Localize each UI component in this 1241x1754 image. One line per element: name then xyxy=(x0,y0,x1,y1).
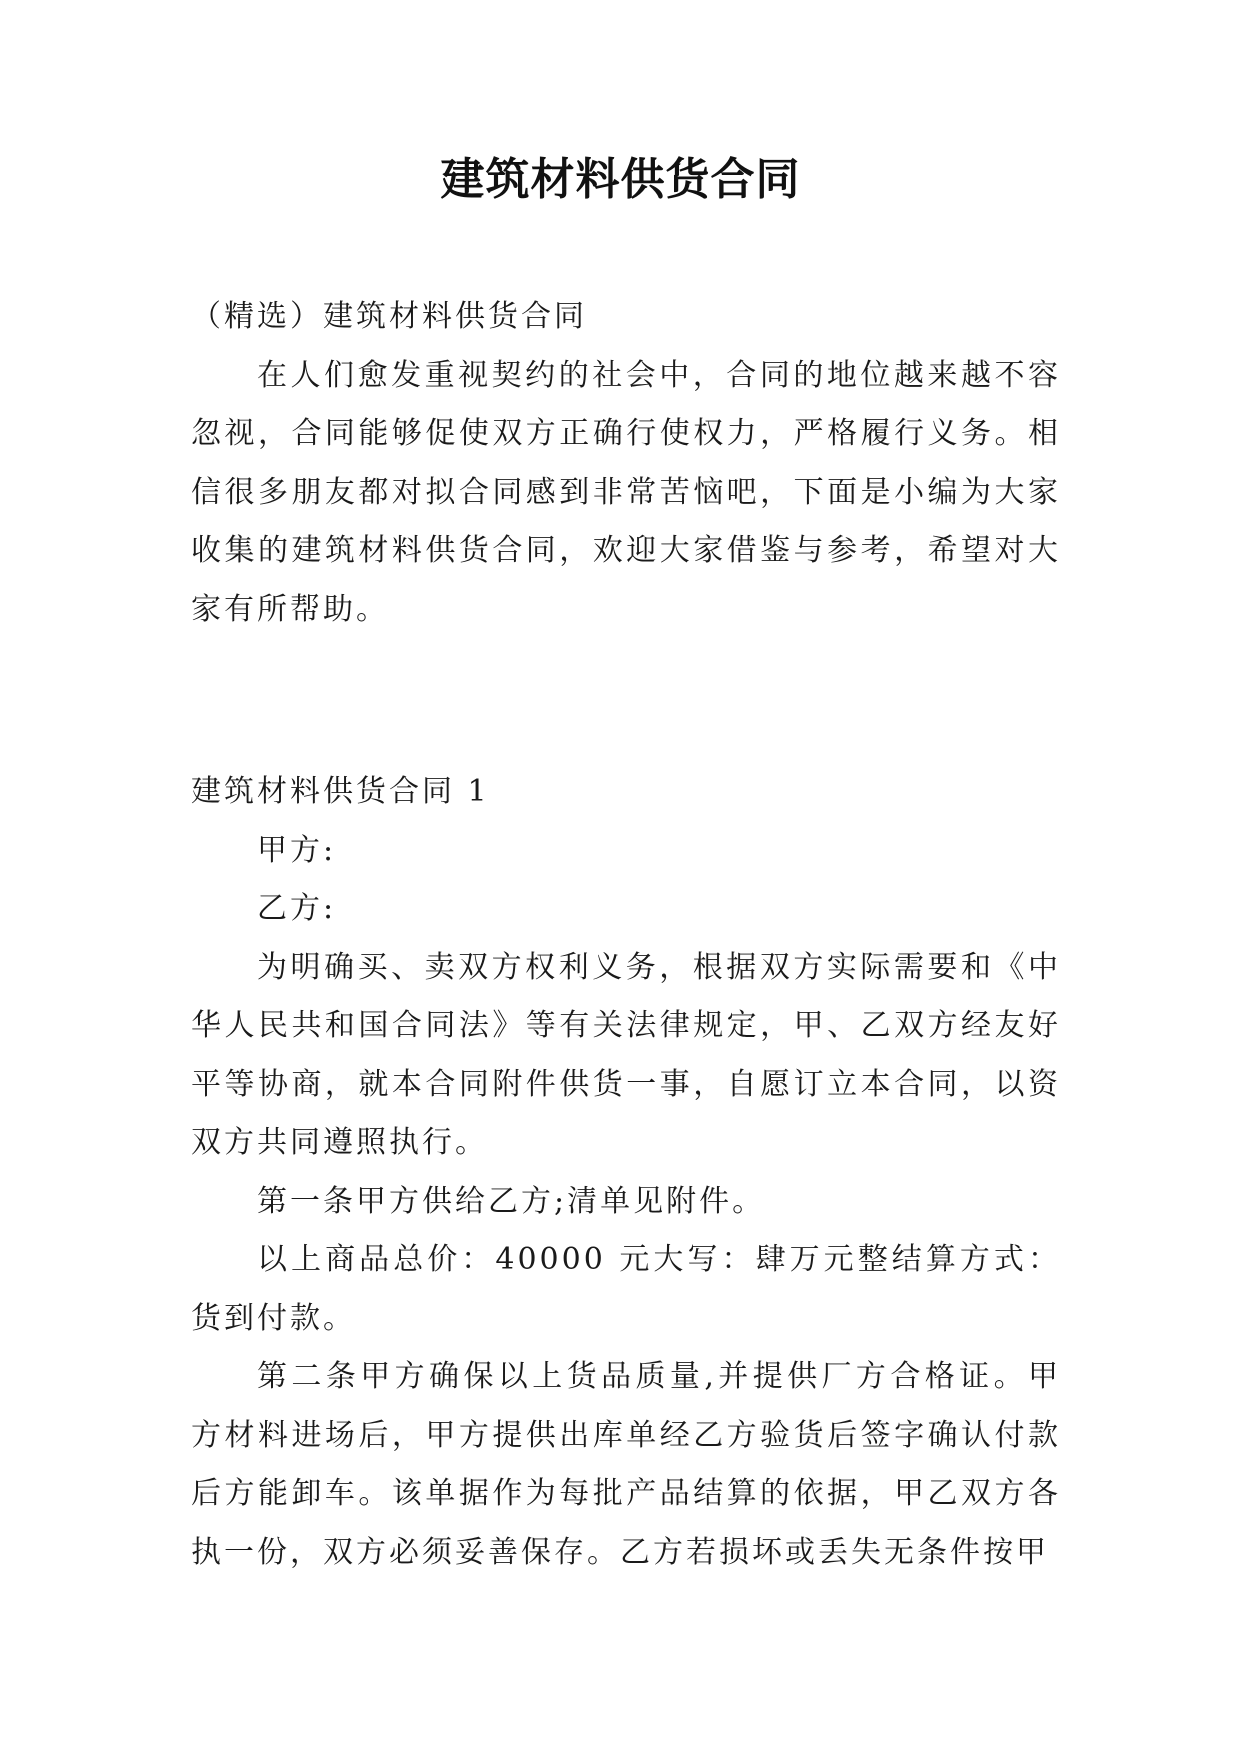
section-spacer xyxy=(191,639,1061,763)
article-2-paragraph: 第二条甲方确保以上货品质量,并提供厂方合格证。甲方材料进场后，甲方提供出库单经乙方验货后签字确认付款后方能卸车。该单据作为每批产品结算的依据，甲乙双方各执一份，双方必须妥善保存。乙方若损坏或丢失无条件按甲 xyxy=(191,1359,1061,1570)
contract-paragraph: 为明确买、卖双方权利义务，根据双方实际需要和《中华人民共和国合同法》等有关法律规定，甲、乙双方经友好平等协商，就本合同附件供货一事，自愿订立本合同，以资双方共同遵照执行。 xyxy=(191,949,1061,1160)
party-a-line: 甲方: xyxy=(257,832,337,868)
total-price-paragraph: 以上商品总价：40000 元大写：肆万元整结算方式：货到付款。 xyxy=(191,1242,1061,1336)
document-body xyxy=(191,288,1061,1582)
intro-paragraph: 在人们愈发重视契约的社会中，合同的地位越来越不容忽视，合同能够促使双方正确行使权力，严格履行义务。相信很多朋友都对拟合同感到非常苦恼吧，下面是小编为大家收集的建筑材料供货合同，欢迎大家借鉴与参考，希望对大家有所帮助。 xyxy=(191,357,1061,627)
party-b-line: 乙方: xyxy=(257,891,337,926)
article-1-paragraph: 第一条甲方供给乙方;清单见附件。 xyxy=(257,1183,766,1219)
document-subtitle: （精选）建筑材料供货合同 xyxy=(191,299,587,334)
section-heading: 建筑材料供货合同 1 xyxy=(191,774,490,809)
document-title: 建筑材料供货合同 xyxy=(440,154,801,205)
